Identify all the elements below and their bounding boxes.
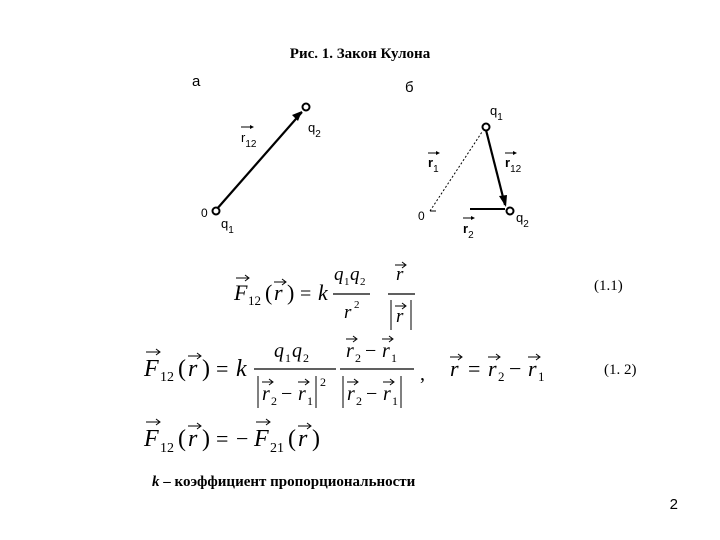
svg-text:12: 12	[248, 293, 261, 308]
svg-text:): )	[312, 426, 320, 452]
svg-text:(: (	[265, 280, 273, 305]
equation-1-2	[142, 330, 562, 412]
svg-text:,: ,	[420, 363, 425, 385]
svg-text:r: r	[450, 356, 459, 381]
coulomb-figure	[0, 0, 720, 260]
vector-r12-label-a: $r_{12}$	[241, 130, 257, 150]
svg-text:1: 1	[285, 351, 291, 365]
svg-text:=: =	[300, 283, 312, 305]
vector-r12-overarrow-head-b	[513, 151, 517, 155]
svg-text:r: r	[262, 383, 270, 405]
svg-text:−: −	[366, 383, 378, 405]
svg-text:=: =	[468, 356, 481, 381]
svg-text:2: 2	[355, 351, 361, 365]
svg-text:(: (	[178, 426, 186, 452]
svg-text:r: r	[382, 340, 390, 362]
svg-text:): )	[202, 356, 210, 382]
svg-text:2: 2	[271, 394, 277, 408]
svg-text:−: −	[236, 426, 249, 451]
svg-text:k: k	[318, 280, 328, 305]
svg-text:12: 12	[160, 370, 174, 385]
equation-newton-third-law	[142, 412, 342, 460]
svg-text:F: F	[144, 356, 159, 382]
vector-r2-label: $r_2$	[463, 221, 474, 241]
svg-text:q: q	[350, 264, 360, 285]
charge-q2-b	[507, 208, 514, 215]
svg-text:r: r	[274, 280, 283, 305]
svg-text:r: r	[298, 383, 306, 405]
svg-text:2: 2	[360, 276, 366, 288]
svg-text:−: −	[281, 383, 293, 405]
equation-1-1	[230, 258, 430, 334]
charge-q1-label-a: $q_1$	[221, 216, 234, 236]
origin-label-b: 0	[418, 209, 425, 223]
svg-text:r: r	[188, 356, 198, 382]
svg-text:12: 12	[160, 441, 174, 456]
vector-r12-arrowhead-b	[499, 195, 507, 207]
svg-text:−: −	[509, 356, 522, 381]
panel-a-label: а	[192, 73, 201, 90]
svg-text:F: F	[254, 426, 269, 452]
svg-text:r: r	[347, 383, 355, 405]
svg-text:2: 2	[303, 351, 309, 365]
charge-q1-a	[213, 208, 220, 215]
vector-r12-label-b: $r_{12}$	[505, 155, 522, 175]
svg-text:r: r	[396, 264, 404, 285]
vector-r1-label: $r_1$	[428, 155, 439, 175]
vector-r12-line-b	[486, 130, 505, 205]
svg-text:1: 1	[307, 394, 313, 408]
svg-text:=: =	[216, 426, 229, 451]
svg-text:2: 2	[354, 299, 360, 311]
svg-text:2: 2	[356, 394, 362, 408]
charge-q2-label-b: $q_2$	[516, 210, 529, 230]
svg-text:r: r	[188, 426, 198, 452]
svg-text:r: r	[383, 383, 391, 405]
vector-r12-arrowhead-a	[292, 111, 302, 121]
svg-text:2: 2	[320, 375, 326, 389]
charge-q1-label-b: $q_1$	[490, 103, 503, 123]
svg-text:−: −	[365, 340, 377, 362]
origin-label-a: 0	[201, 206, 208, 220]
svg-text:k: k	[236, 356, 247, 382]
svg-text:1: 1	[538, 369, 545, 384]
svg-text:21: 21	[270, 441, 284, 456]
svg-text:r: r	[396, 306, 404, 327]
svg-text:1: 1	[391, 351, 397, 365]
footnote-text: – коэффициент пропорциональности	[159, 474, 416, 490]
footnote-symbol: k	[152, 474, 160, 490]
svg-text:(: (	[288, 426, 296, 452]
vector-r12-line-a	[216, 112, 302, 210]
vector-r2-overarrow-head	[471, 216, 475, 220]
svg-text:q: q	[334, 264, 344, 285]
svg-text:=: =	[216, 356, 229, 381]
charge-q1-b	[483, 124, 490, 131]
svg-text:): )	[287, 280, 295, 305]
svg-text:q: q	[292, 340, 302, 362]
vector-r12-overarrow-head-a	[250, 125, 254, 129]
svg-text:): )	[202, 426, 210, 452]
svg-text:F: F	[234, 280, 248, 305]
svg-text:2: 2	[498, 369, 505, 384]
figure-caption: Рис. 1. Закон Кулона	[289, 46, 431, 62]
svg-text:r: r	[488, 356, 497, 381]
svg-text:q: q	[274, 340, 284, 362]
equation-1-1-number: (1.1)	[594, 278, 623, 294]
svg-text:1: 1	[344, 276, 350, 288]
svg-text:F: F	[144, 426, 159, 452]
svg-text:r: r	[344, 302, 352, 323]
svg-text:r: r	[298, 426, 308, 452]
svg-text:1: 1	[392, 394, 398, 408]
svg-text:(: (	[178, 356, 186, 382]
footnote	[152, 474, 415, 491]
charge-q2-label-a: $q_2$	[308, 120, 321, 140]
page-number: 2	[669, 496, 678, 513]
equation-1-2-number: (1. 2)	[604, 362, 637, 378]
svg-text:r: r	[528, 356, 537, 381]
vector-r1-overarrow-head	[436, 151, 440, 155]
charge-q2-a	[303, 104, 310, 111]
panel-b-label: б	[405, 79, 414, 96]
svg-text:r: r	[346, 340, 354, 362]
